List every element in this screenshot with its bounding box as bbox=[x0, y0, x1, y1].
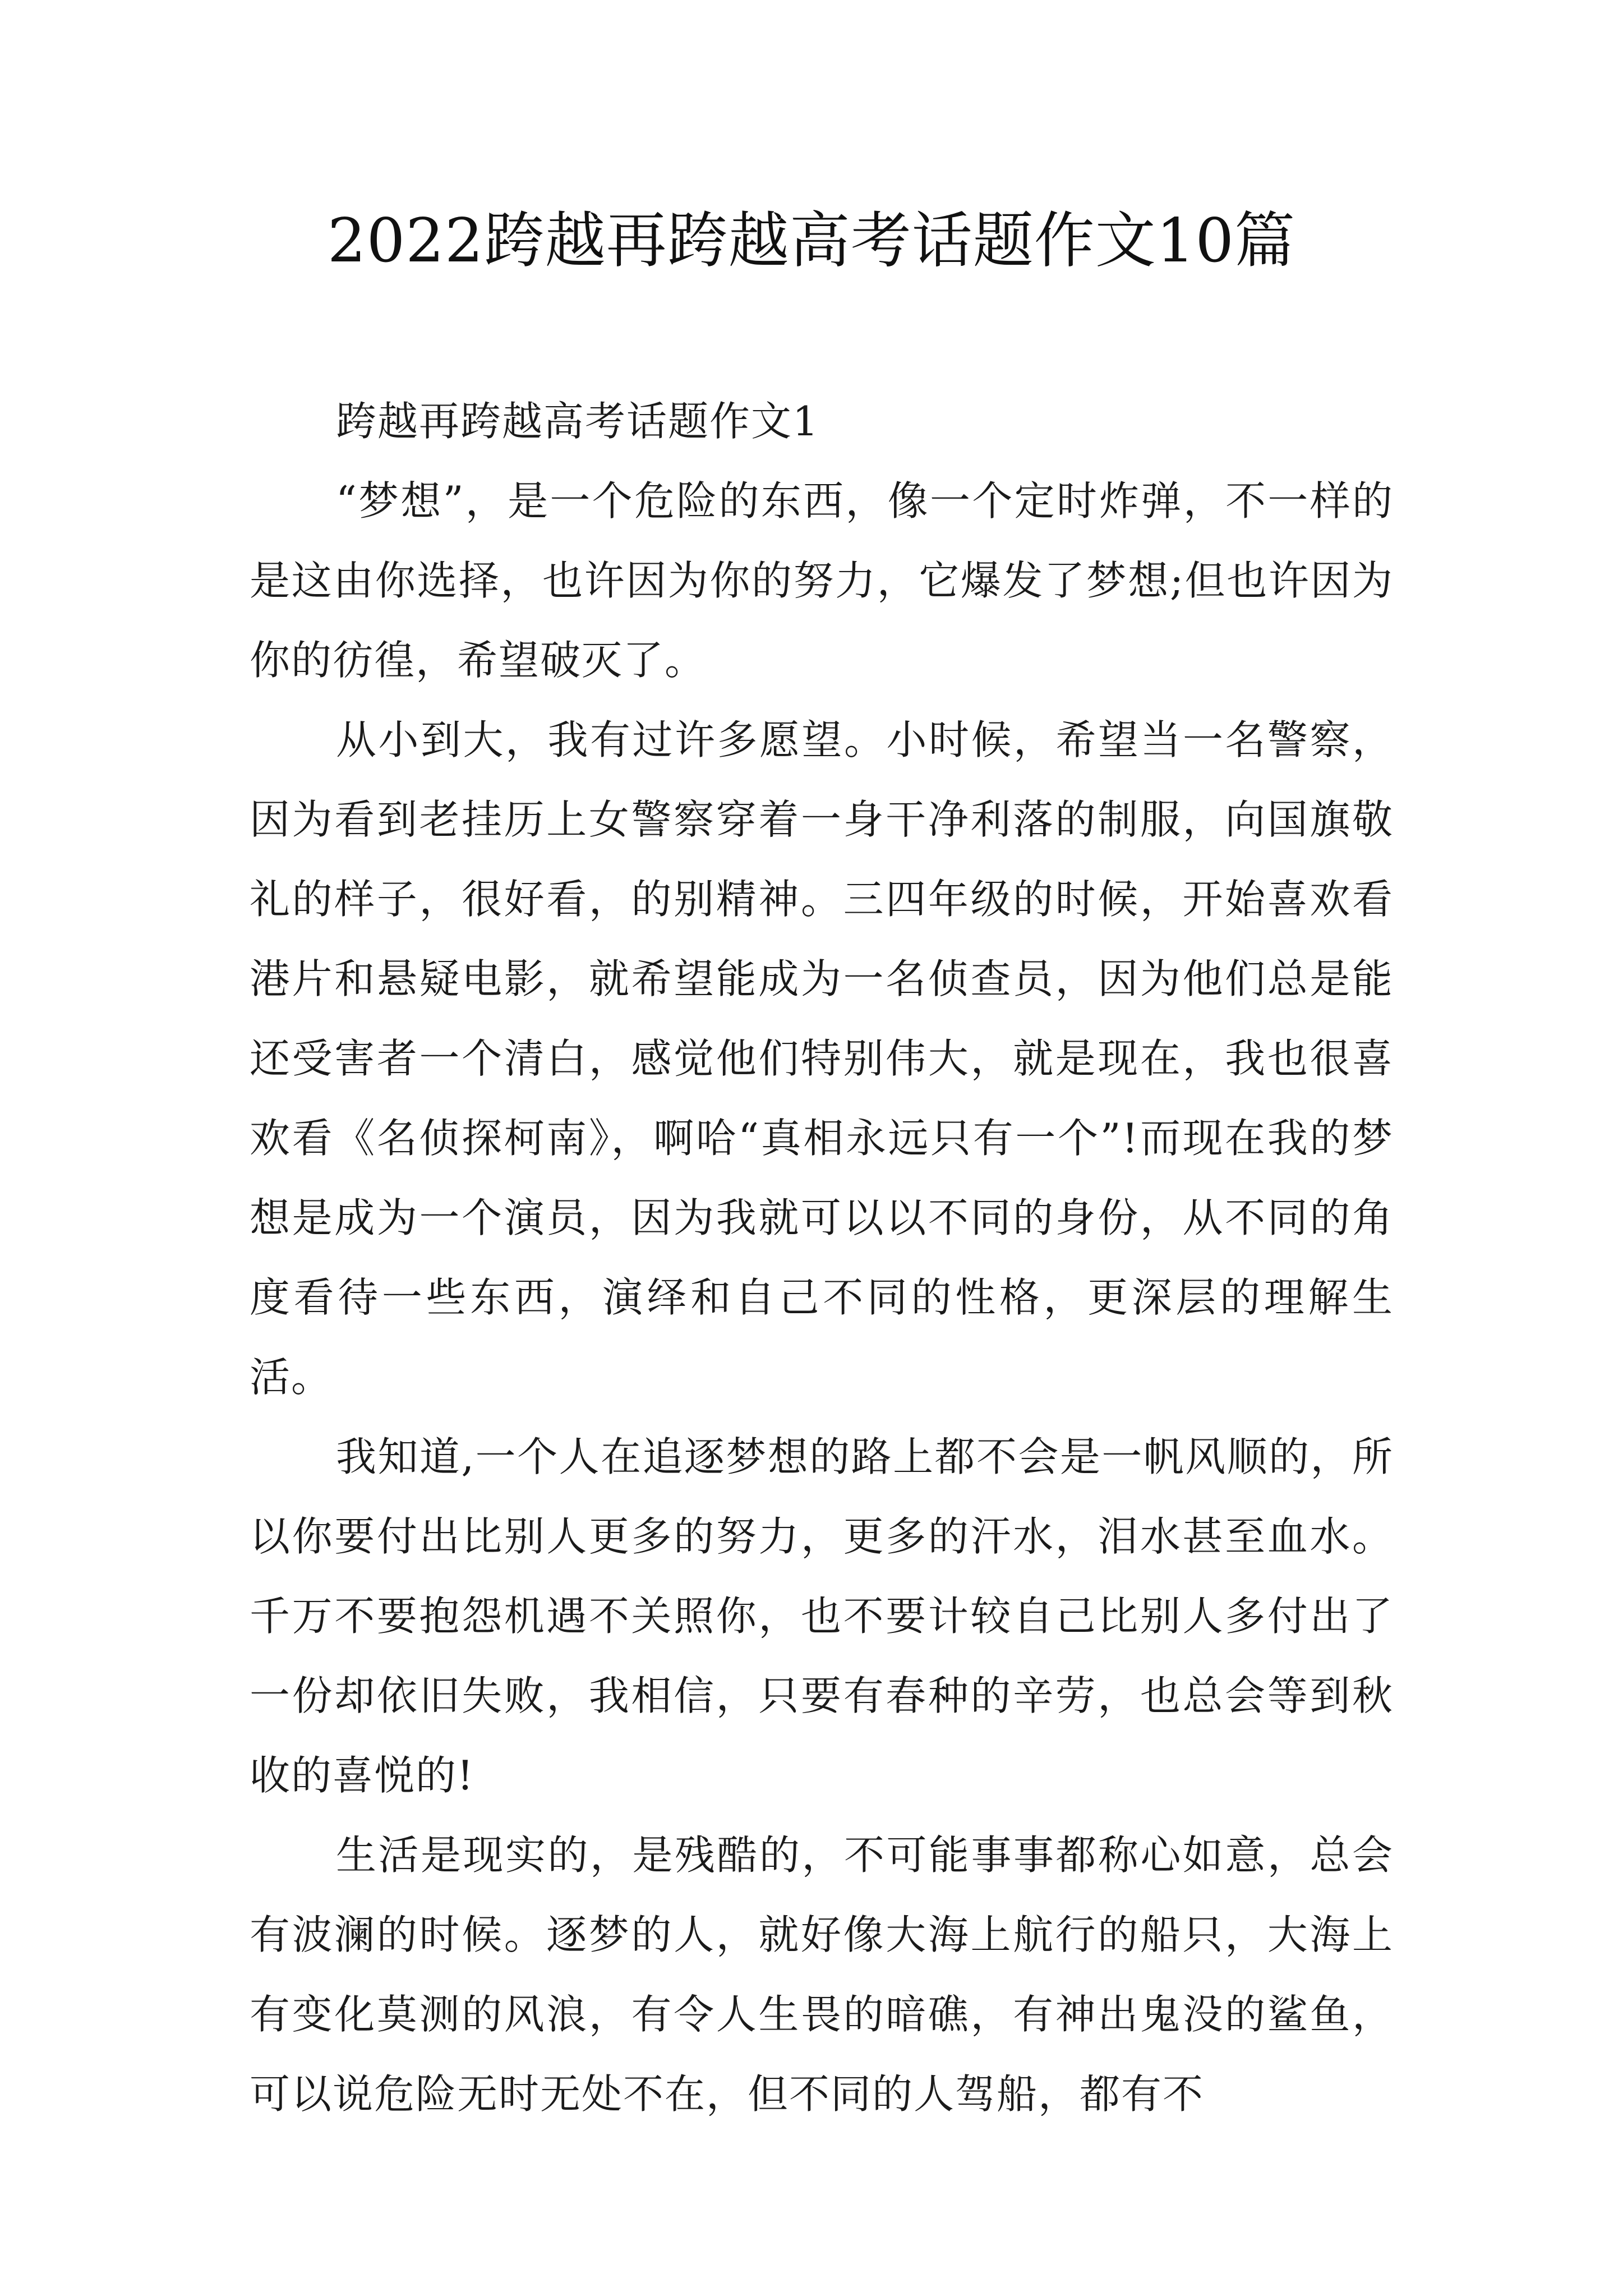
document-title: 2022跨越再跨越高考话题作文10篇 bbox=[327, 206, 1296, 276]
paragraph-1: “梦想”，是一个危险的东西，像一个定时炸弹，不一样的是这由你选择，也许因为你的努力，它爆发了梦想;但也许因为你的彷徨，希望破灭了。 bbox=[250, 477, 1394, 684]
document-body bbox=[250, 381, 1394, 2134]
section-heading: 跨越再跨越高考话题作文1 bbox=[336, 398, 819, 445]
paragraph-3: 我知道,一个人在追逐梦想的路上都不会是一帆风顺的，所以你要付出比别人更多的努力，更多的汗水，泪水甚至血水。千万不要抱怨机遇不关照你，也不要计较自己比别人多付出了一份却依旧失败，我相信，只要有春种的辛劳，也总会等到秋收的喜悦的! bbox=[250, 1433, 1394, 1799]
paragraph-2: 从小到大，我有过许多愿望。小时候，希望当一名警察，因为看到老挂历上女警察穿着一身干净利落的制服，向国旗敬礼的样子，很好看，的别精神。三四年级的时候，开始喜欢看港片和悬疑电影，就希望能成为一名侦查员，因为他们总是能还受害者一个清白，感觉他们特别伟大，就是现在，我也很喜欢看《名侦探柯南》，啊哈“真相永远只有一个”!而现在我的梦想是成为一个演员，因为我就可以以不同的身份，从不同的角度看待一些东西，演绎和自己不同的性格，更深层的理解生活。 bbox=[250, 716, 1394, 1401]
paragraph-4: 生活是现实的，是残酷的，不可能事事都称心如意，总会有波澜的时候。逐梦的人，就好像大海上航行的船只，大海上有变化莫测的风浪，有令人生畏的暗礁，有神出鬼没的鲨鱼，可以说危险无时无处不在，但不同的人驾船，都有不 bbox=[250, 1832, 1394, 2118]
